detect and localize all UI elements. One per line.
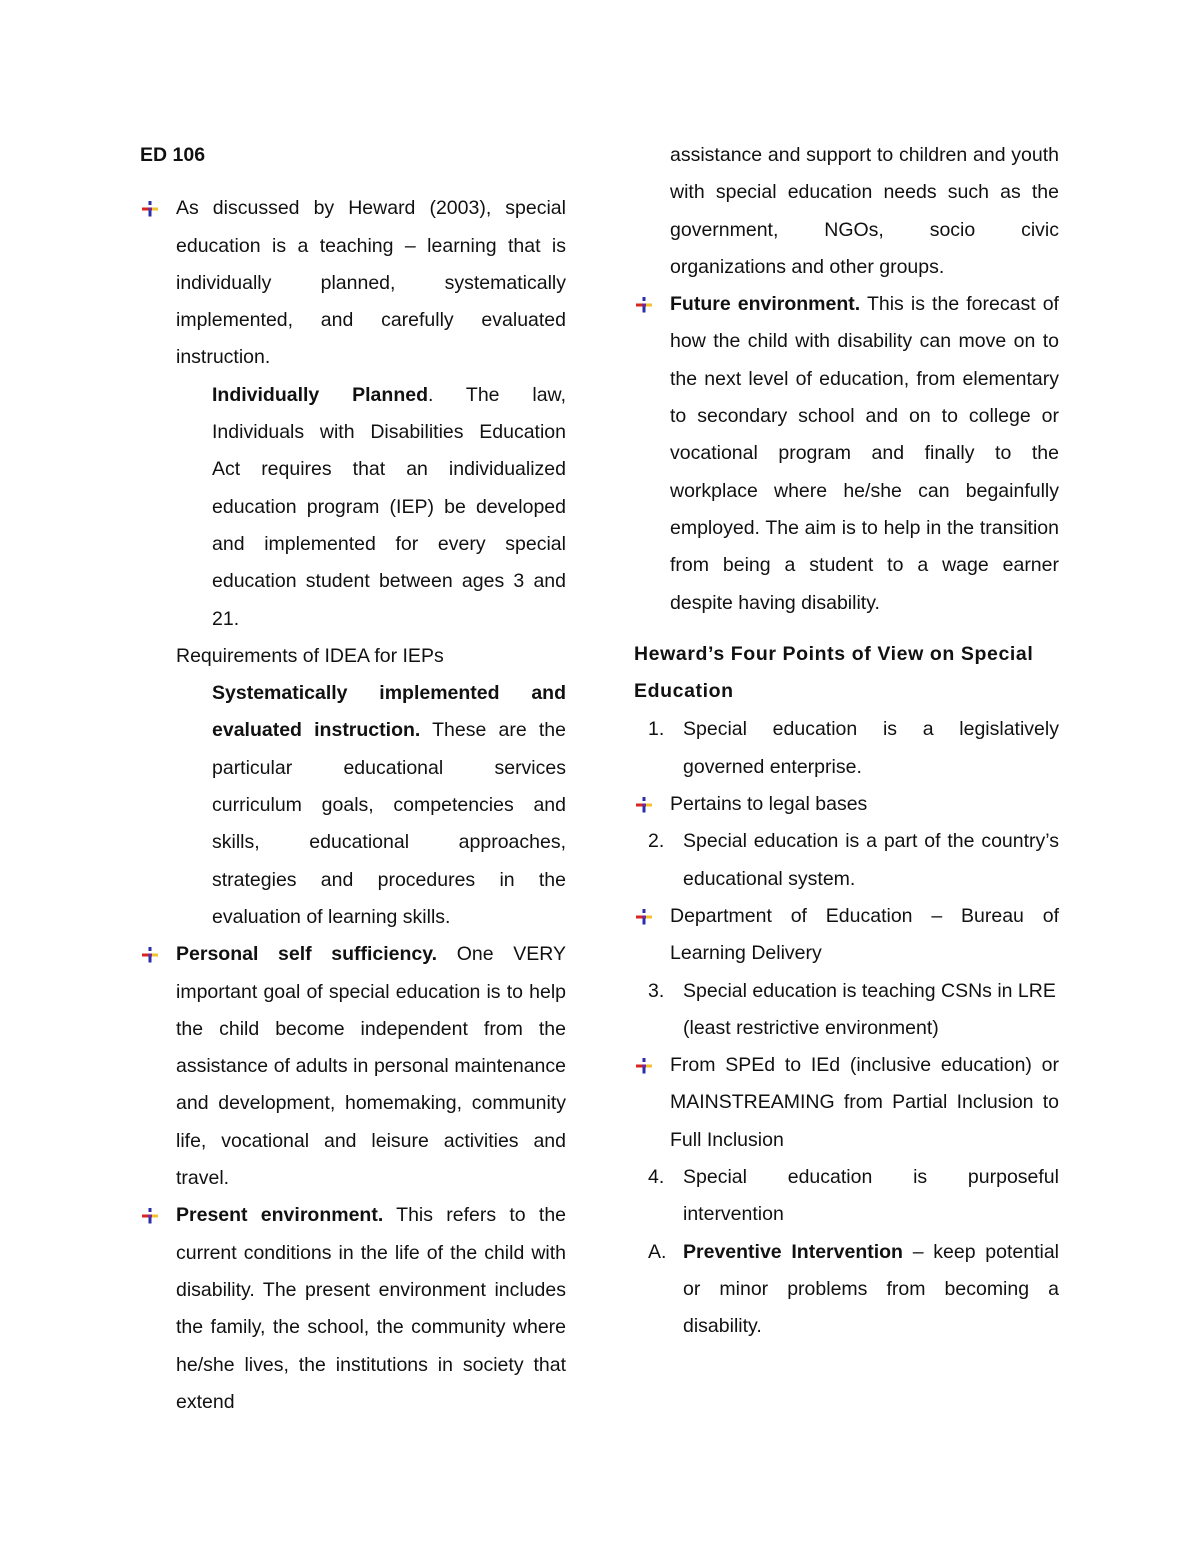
point-2 bbox=[634, 823, 1059, 898]
point-2-number: 2. bbox=[648, 830, 665, 853]
bullet-present-environment bbox=[140, 1197, 566, 1421]
future-environment-text: This is the forecast of how the child with disability can move on to the next level of education, from elementary to secondary school and on to college or vocational program and finally to the workplace where he/she can begainfully employed. The aim is to help in the transition from being a student to a wage earner despite having disability. bbox=[670, 293, 1059, 614]
bullet-future-environment bbox=[634, 286, 1059, 622]
right-column bbox=[634, 137, 1059, 1346]
point-4-number: 4. bbox=[648, 1166, 665, 1189]
arrow-bullet-icon bbox=[636, 797, 652, 813]
point-4 bbox=[634, 1159, 1059, 1234]
arrow-bullet-icon bbox=[636, 909, 652, 925]
bullet-self-sufficiency bbox=[140, 936, 566, 1197]
arrow-bullet-icon bbox=[636, 1058, 652, 1074]
definition-text: As discussed by Heward (2003), special education is a teaching – learning that is individually planned, systematically implemented, and carefully evaluated instruction. bbox=[176, 197, 566, 369]
present-environment-continued: assistance and support to children and youth with special education needs such as the government, NGOs, socio civic organizations and other groups. bbox=[670, 144, 1059, 278]
point-1-text: Special education is a legislatively governed enterprise. bbox=[683, 718, 1059, 778]
individually-planned bbox=[140, 377, 566, 638]
point-2-bullet bbox=[634, 898, 1059, 973]
section-heading: Heward’s Four Points of View on Special Education bbox=[634, 642, 1034, 703]
arrow-bullet-icon bbox=[636, 297, 652, 313]
point-1-bullet bbox=[634, 786, 1059, 823]
idea-requirements: Requirements of IDEA for IEPs bbox=[176, 644, 444, 667]
present-environment-text: This refers to the current conditions in the life of the child with disability. The present environment includes the family, the school, the community where he/she lives, the institutions in society that extend bbox=[176, 1204, 567, 1413]
point-a-letter: A. bbox=[648, 1240, 667, 1263]
arrow-bullet-icon bbox=[142, 947, 158, 963]
point-3-text: Special education is teaching CSNs in LRE (least restrictive environment) bbox=[683, 979, 1056, 1039]
point-2-text: Special education is a part of the country’s educational system. bbox=[683, 830, 1059, 890]
point-1-bullet-text: Pertains to legal bases bbox=[670, 793, 868, 816]
arrow-bullet-icon bbox=[142, 201, 158, 217]
individually-planned-label: Individually Planned bbox=[212, 383, 428, 406]
self-sufficiency-text: One VERY important goal of special education is to help the child become independent from the assistance of adults in personal maintenance and development, homemaking, community life, vocational and leisure activities and travel. bbox=[176, 943, 566, 1190]
systematic-instruction bbox=[140, 675, 566, 936]
point-4-text: Special education is purposeful intervention bbox=[683, 1166, 1059, 1226]
point-2-bullet-text: Department of Education – Bureau of Learning Delivery bbox=[670, 904, 1059, 965]
bullet-definition bbox=[140, 190, 566, 376]
arrow-bullet-icon bbox=[142, 1208, 158, 1224]
point-a bbox=[634, 1234, 1059, 1346]
preventive-intervention-label: Preventive Intervention bbox=[683, 1240, 903, 1263]
point-3-bullet bbox=[634, 1047, 1059, 1159]
systematic-instruction-label: Systematically implemented and evaluated instruction. bbox=[212, 682, 566, 742]
left-column bbox=[140, 137, 566, 1421]
systematic-instruction-text: These are the particular educational services curriculum goals, competencies and skills, educational approaches, strategies and procedures in the evaluation of learning skills. bbox=[212, 719, 566, 928]
document-title: ED 106 bbox=[140, 144, 206, 166]
point-1-number: 1. bbox=[648, 718, 665, 741]
individually-planned-text: . The law, Individuals with Disabilities Education Act requires that an individualized education program (IEP) be developed and implemented for every special education student between ages 3 and 21. bbox=[212, 383, 566, 630]
point-1 bbox=[634, 711, 1059, 786]
point-3-number: 3. bbox=[648, 979, 665, 1002]
present-environment-label: Present environment. bbox=[176, 1204, 384, 1227]
future-environment-label: Future environment. bbox=[670, 293, 861, 316]
preventive-intervention-text: – keep potential or minor problems from becoming a disability. bbox=[683, 1240, 1060, 1338]
point-3 bbox=[634, 973, 1059, 1048]
self-sufficiency-label: Personal self sufficiency. bbox=[176, 943, 438, 966]
point-3-bullet-text: From SPEd to IEd (inclusive education) or MAINSTREAMING from Partial Inclusion to Full Inclusion bbox=[670, 1054, 1059, 1151]
